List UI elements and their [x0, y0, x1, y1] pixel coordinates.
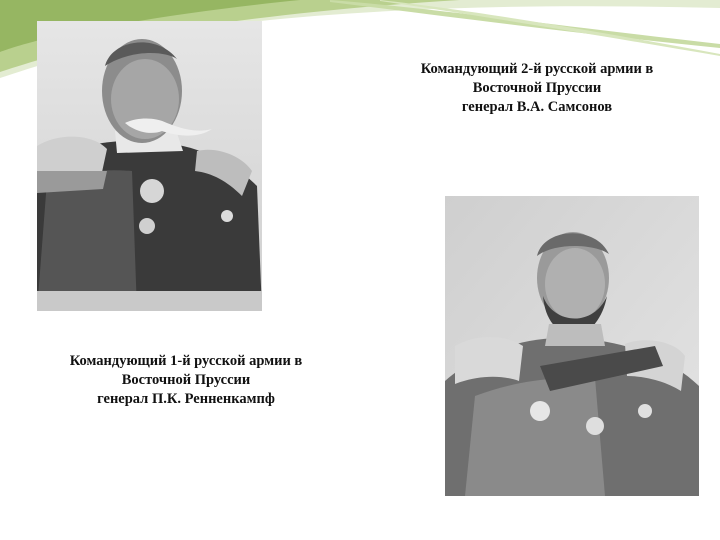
caption-line: генерал В.А. Самсонов [461, 99, 613, 115]
caption-samsonov [376, 60, 698, 117]
caption-line: Командующий 1-й русской армии в [69, 353, 303, 369]
caption-line: Восточной Пруссии [121, 372, 251, 388]
caption-line: Командующий 2-й русской армии в [420, 61, 654, 77]
portrait-samsonov-photo [445, 196, 699, 496]
caption-rennenkampf [30, 352, 342, 409]
portrait-rennenkampf-photo [37, 21, 262, 311]
caption-line: генерал П.К. Ренненкампф [97, 391, 275, 407]
caption-line: Восточной Пруссии [472, 80, 602, 96]
